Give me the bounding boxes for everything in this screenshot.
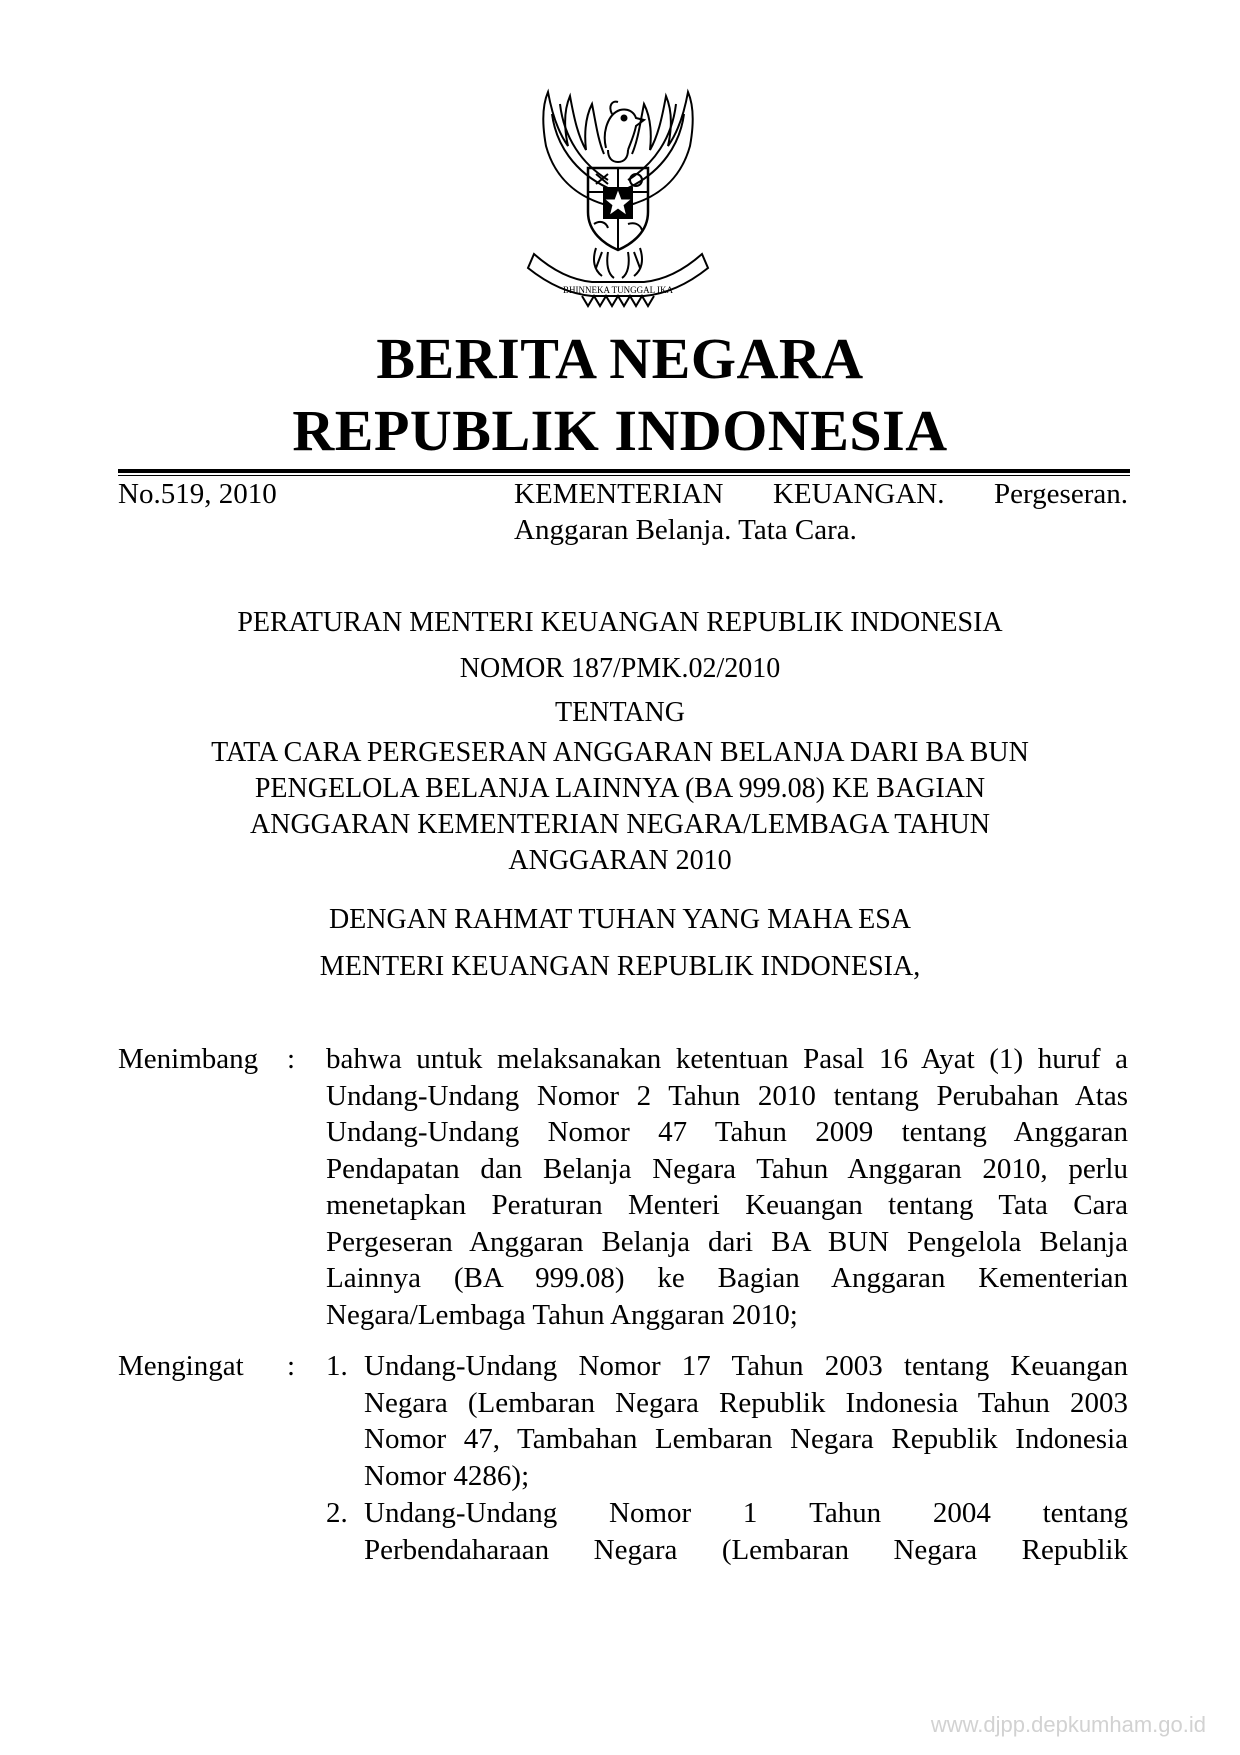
mengingat-label: Mengingat (118, 1350, 244, 1382)
menimbang-text: bahwa untuk melaksanakan ketentuan Pasal 16 Ayat (1) huruf a Undang-Undang Nomor 2 Tahun 2010 tentang Perubahan Atas Undang-Undang Nomor 47 Tahun 2009 tentang Anggaran Pendapatan dan Belanja Negara Tahun Anggaran 2010, perlu menetapkan Peraturan Menteri Keuangan tentang Tata Cara Pergeseran Anggaran Belanja dari BA BUN Pengelola Belanja Lainnya (BA 999.08) ke Bagian Anggaran Kementerian Negara/Lembaga Tahun Anggaran 2010; (326, 1043, 1128, 1331)
menimbang-label: Menimbang (118, 1043, 259, 1075)
word: Perbendaharaan (364, 1533, 550, 1566)
regulation-about: TENTANG (555, 697, 685, 728)
emblem-motto: BHINNEKA TUNGGAL IKA (563, 285, 673, 295)
gazette-number: No.519, 2010 (118, 478, 277, 510)
menimbang-colon: : (287, 1043, 296, 1075)
regulation-title-line: ANGGARAN KEMENTERIAN NEGARA/LEMBAGA TAHUN (250, 809, 990, 840)
garuda-emblem-icon (512, 84, 724, 308)
subject-word: KEMENTERIAN (514, 478, 724, 510)
header-rule (118, 469, 1130, 473)
issuing-authority: MENTERI KEUANGAN REPUBLIK INDONESIA, (319, 951, 921, 982)
mengingat-colon: : (287, 1350, 296, 1382)
word: Tahun (809, 1497, 882, 1529)
regulation-number: NOMOR 187/PMK.02/2010 (459, 653, 781, 684)
regulation-title-line: ANGGARAN 2010 (508, 845, 732, 876)
mengingat-item-number: 2. (326, 1497, 348, 1529)
subject-word: Pergeseran. (994, 478, 1128, 510)
word: 2004 (932, 1497, 991, 1529)
regulation-title-line: TATA CARA PERGESERAN ANGGARAN BELANJA DARI BA BUN (211, 737, 1029, 768)
regulation-heading: PERATURAN MENTERI KEUANGAN REPUBLIK INDONESIA (237, 607, 1003, 638)
gazette-title-line1: BERITA NEGARA (376, 326, 864, 391)
invocation: DENGAN RAHMAT TUHAN YANG MAHA ESA (328, 904, 912, 935)
word: Negara (893, 1533, 978, 1566)
word: Nomor (609, 1497, 692, 1529)
subject-word: KEUANGAN. (772, 478, 945, 510)
word: tentang (1042, 1497, 1128, 1529)
regulation-title (140, 735, 1100, 879)
word: Republik (1021, 1533, 1128, 1566)
mengingat-item-text: Undang-Undang Nomor 17 Tahun 2003 tentang Keuangan Negara (Lembaran Negara Republik Indonesia Tahun 2003 Nomor 47, Tambahan Lembaran Negara Republik Indonesia Nomor 4286); (364, 1350, 1128, 1492)
word: (Lembaran (721, 1533, 850, 1566)
word: 1 (742, 1497, 758, 1529)
mengingat-item-text (364, 1495, 1128, 1568)
word: Negara (593, 1533, 678, 1566)
regulation-title-line: PENGELOLA BELANJA LAINNYA (BA 999.08) KE BAGIAN (254, 773, 986, 804)
mengingat-item-line (364, 1532, 1128, 1569)
mengingat-item-number: 1. (326, 1350, 348, 1382)
watermark-url: www.djpp.depkumham.go.id (930, 1712, 1206, 1737)
gazette-title-line2: REPUBLIK INDONESIA (292, 398, 948, 463)
gazette-subject (514, 476, 1128, 548)
subject-line2: Anggaran Belanja. Tata Cara. (514, 514, 857, 546)
mengingat-item-line (364, 1495, 1128, 1532)
word: Undang-Undang (364, 1497, 558, 1529)
